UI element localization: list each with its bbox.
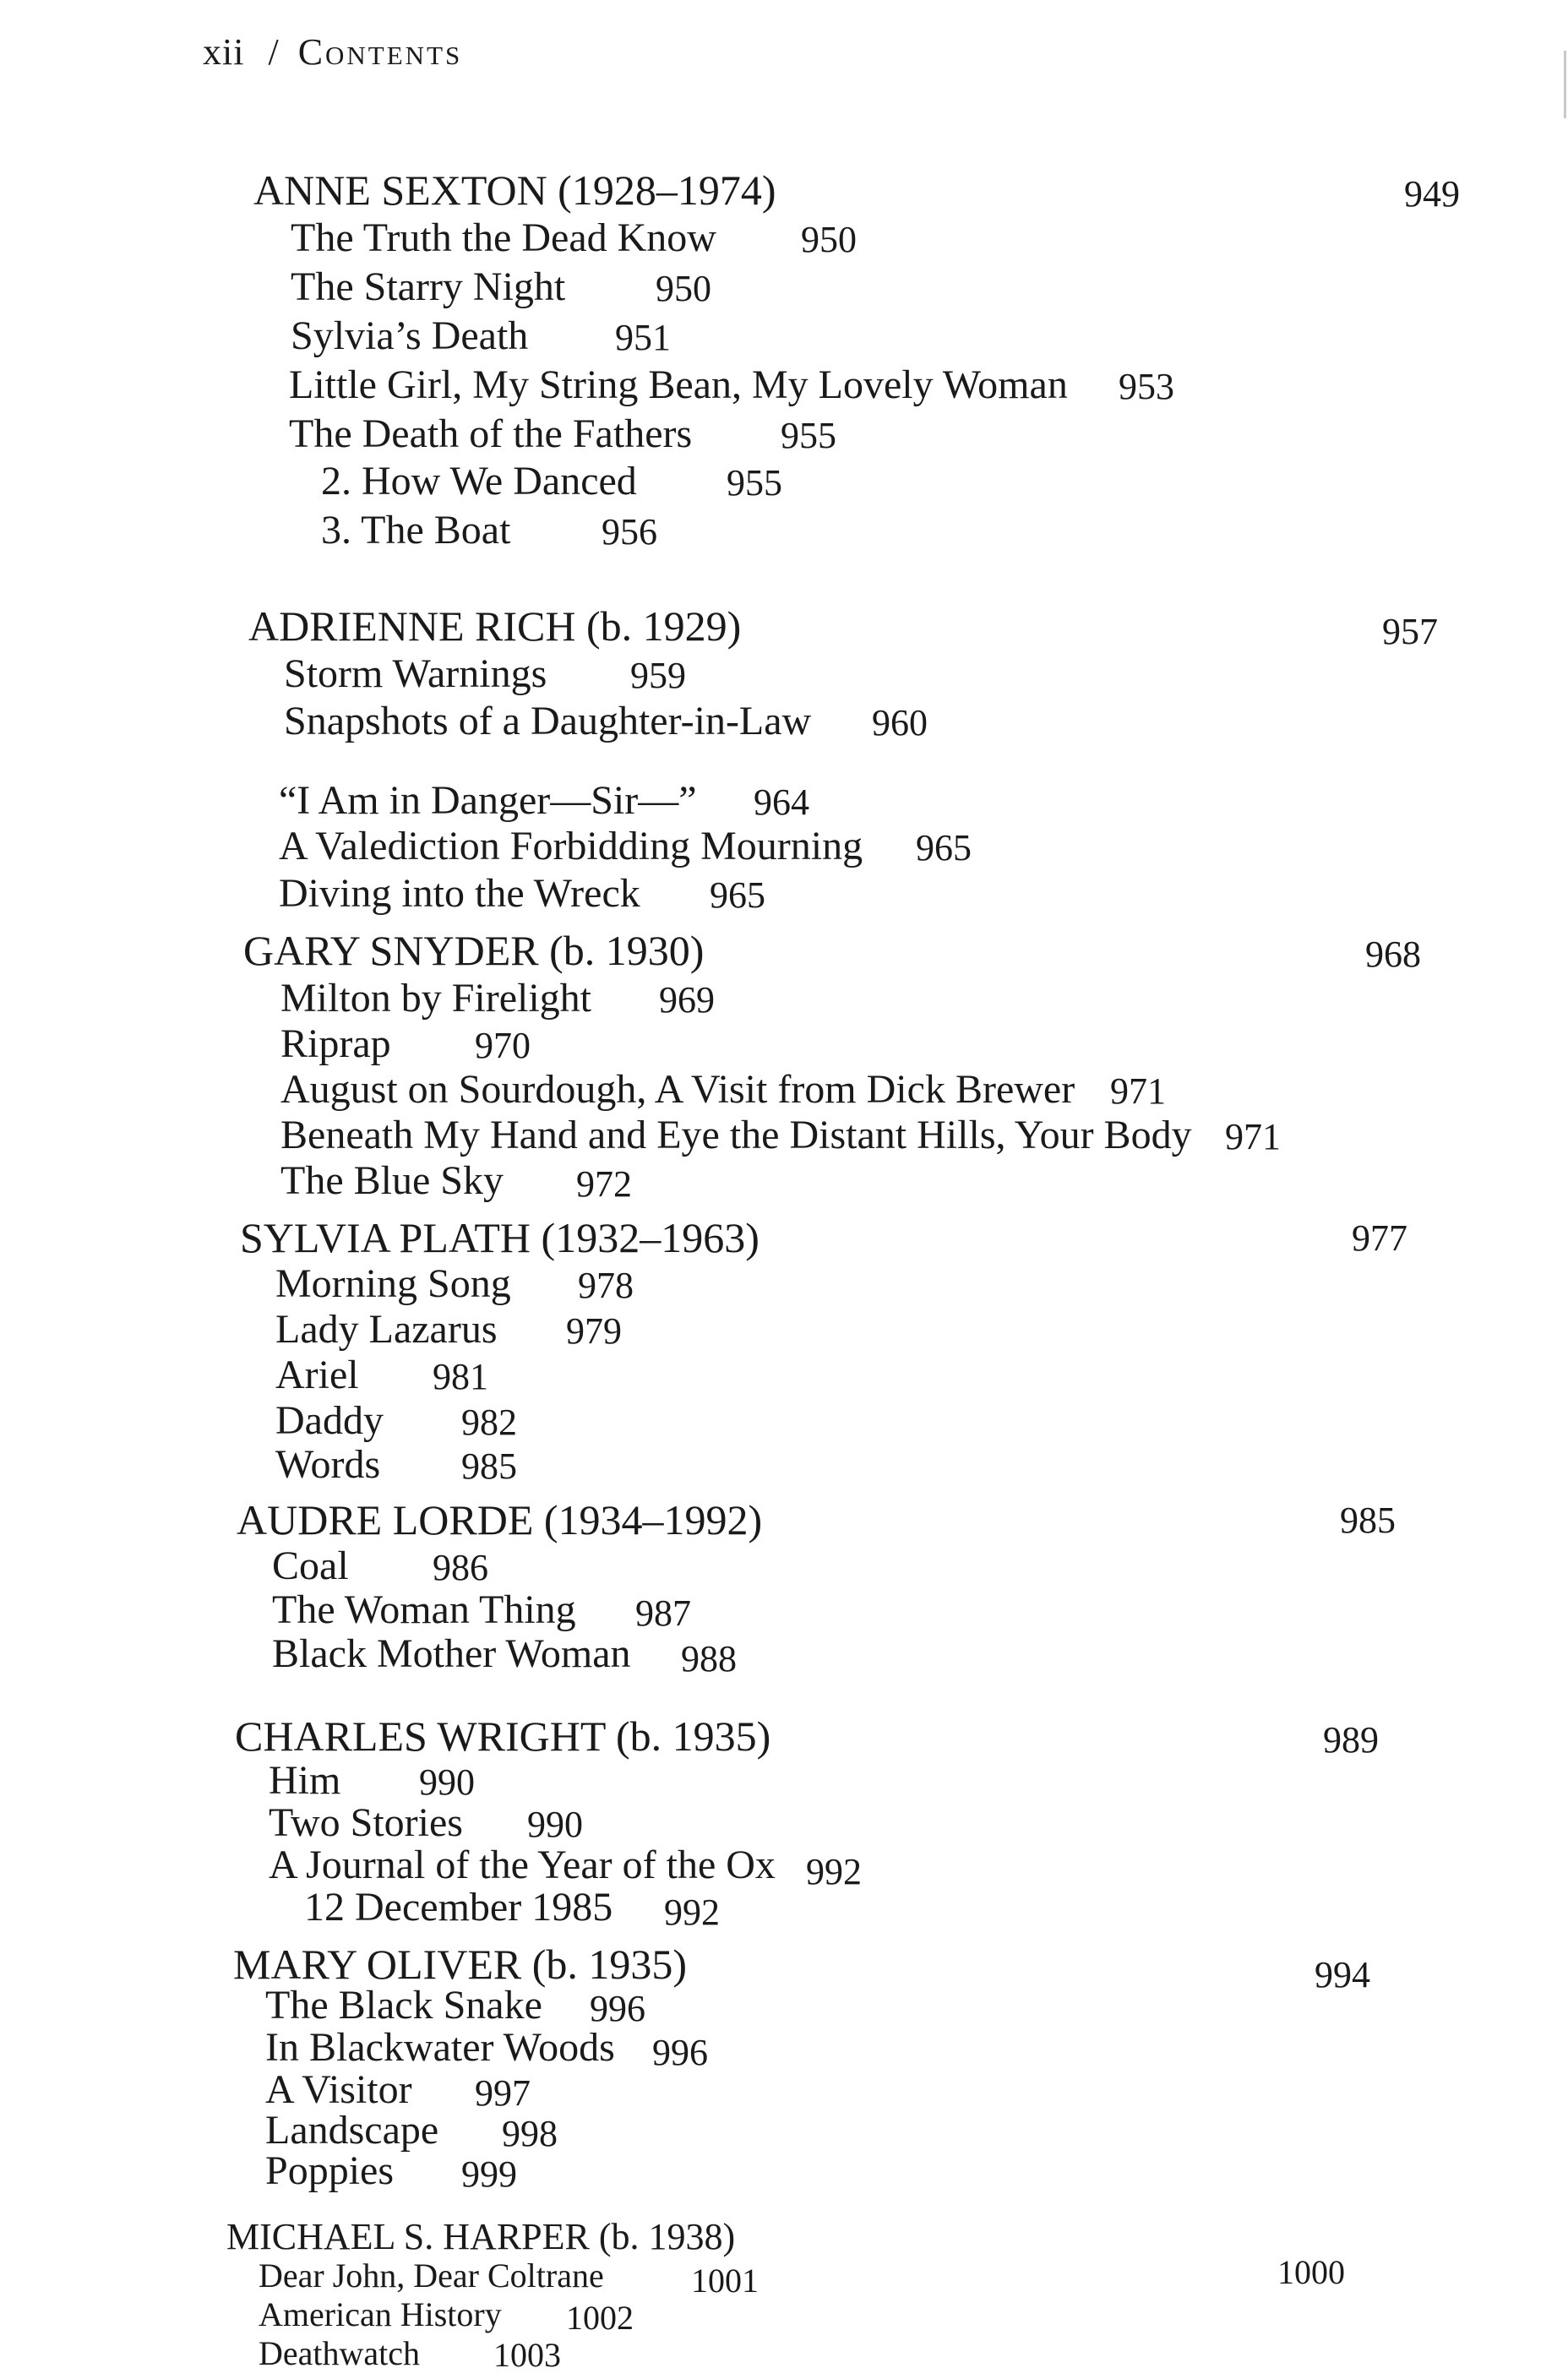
poem-page-number: 999 [461,2153,517,2195]
poem-title: August on Sourdough, A Visit from Dick Brewer [280,1067,1075,1112]
header-separator: / [268,31,280,73]
poem-title: American History [259,2295,502,2333]
poem-title: Words [275,1442,381,1487]
poem-page-number: 1001 [691,2262,759,2300]
poem-title: Poppies [265,2148,395,2193]
poem-page-number: 996 [590,1988,645,2029]
poem-page-number: 951 [615,317,671,358]
poem-page-number: 969 [659,979,715,1021]
poem-title: The Blue Sky [280,1158,504,1203]
author-heading: MARY OLIVER (b. 1935) [233,1941,688,1988]
poem-title: Two Stories [269,1800,463,1845]
poem-page-number: 988 [681,1638,737,1679]
author-page-number: 985 [1340,1500,1396,1541]
poem-title: The Woman Thing [272,1587,576,1632]
poem-title: 12 December 1985 [304,1885,613,1930]
author-page-number: 994 [1315,1954,1370,1995]
poem-page-number: 956 [602,511,657,553]
poem-title: Riprap [280,1021,391,1066]
poem-page-number: 982 [461,1402,517,1443]
poem-title: Lady Lazarus [275,1307,498,1352]
author-page-number: 957 [1382,611,1438,652]
poem-title: In Blackwater Woods [265,2025,615,2070]
poem-title: Dear John, Dear Coltrane [259,2257,604,2295]
poem-page-number: 997 [475,2072,531,2114]
poem-page-number: 971 [1225,1116,1281,1157]
poem-title: Coal [272,1543,349,1588]
poem-page-number: 987 [635,1592,691,1634]
author-heading: MICHAEL S. HARPER (b. 1938) [226,2216,736,2257]
poem-title: Deathwatch [259,2334,421,2372]
poem-page-number: 955 [781,415,836,456]
author-page-number: 989 [1323,1719,1379,1761]
poem-page-number: 985 [461,1445,517,1487]
poem-page-number: 971 [1110,1070,1166,1112]
poem-page-number: 986 [433,1547,488,1588]
poem-title: Snapshots of a Daughter-in-Law [284,699,812,743]
poem-title: Daddy [275,1398,384,1443]
poem-page-number: 964 [754,781,809,823]
poem-page-number: 960 [872,702,928,743]
poem-page-number: 981 [433,1356,488,1397]
poem-page-number: 996 [652,2032,708,2073]
poem-page-number: 970 [475,1025,531,1066]
poem-title: Black Mother Woman [272,1631,631,1676]
poem-page-number: 1002 [566,2299,634,2337]
poem-title: A Journal of the Year of the Ox [269,1843,776,1887]
running-header [203,30,462,73]
author-heading: SYLVIA PLATH (1932–1963) [240,1214,760,1261]
poem-title: The Black Snake [265,1983,542,2028]
poem-title: The Starry Night [291,264,566,309]
header-title: Contents [297,31,463,73]
poem-title: Diving into the Wreck [279,871,640,916]
poem-title: A Visitor [265,2067,412,2112]
poem-page-number: 1003 [493,2336,561,2374]
poem-title: Landscape [265,2108,439,2153]
poem-title: 3. The Boat [321,508,511,553]
poem-title: Beneath My Hand and Eye the Distant Hills, Your Body [280,1113,1192,1157]
poem-page-number: 965 [916,827,972,868]
author-heading: AUDRE LORDE (1934–1992) [237,1496,763,1543]
poem-page-number: 950 [801,219,857,260]
poem-title: The Death of the Fathers [289,411,693,456]
author-heading: ADRIENNE RICH (b. 1929) [248,602,742,650]
poem-title: Ariel [275,1353,359,1397]
poem-title: Morning Song [275,1261,511,1306]
poem-page-number: 965 [710,874,765,916]
page-edge-mark [1564,51,1566,118]
poem-page-number: 950 [656,268,711,309]
author-heading: ANNE SEXTON (1928–1974) [253,166,776,214]
poem-page-number: 998 [502,2113,558,2154]
poem-page-number: 990 [527,1804,583,1845]
poem-page-number: 979 [566,1310,622,1352]
author-page-number: 949 [1404,173,1460,215]
poem-title: Him [269,1758,341,1803]
author-page-number: 977 [1352,1217,1407,1259]
header-page-number: xii [203,31,245,73]
poem-title: “I Am in Danger—Sir—” [279,778,697,823]
poem-title: A Valediction Forbidding Mourning [279,824,863,868]
poem-page-number: 992 [664,1892,720,1933]
poem-title: Milton by Firelight [280,976,592,1021]
author-heading: CHARLES WRIGHT (b. 1935) [235,1712,771,1760]
author-page-number: 1000 [1277,2253,1345,2291]
poem-page-number: 972 [576,1163,632,1205]
poem-title: Storm Warnings [284,651,547,696]
poem-page-number: 978 [578,1265,634,1306]
poem-title: The Truth the Dead Know [291,215,716,260]
poem-page-number: 990 [419,1761,475,1803]
author-heading: GARY SNYDER (b. 1930) [243,927,705,974]
poem-page-number: 953 [1119,366,1174,407]
poem-title: Sylvia’s Death [291,313,529,358]
poem-page-number: 959 [630,655,686,696]
author-page-number: 968 [1365,934,1421,975]
poem-page-number: 992 [806,1851,862,1892]
poem-title: 2. How We Danced [321,459,637,504]
poem-title: Little Girl, My String Bean, My Lovely Woman [289,362,1068,407]
poem-page-number: 955 [727,462,782,504]
